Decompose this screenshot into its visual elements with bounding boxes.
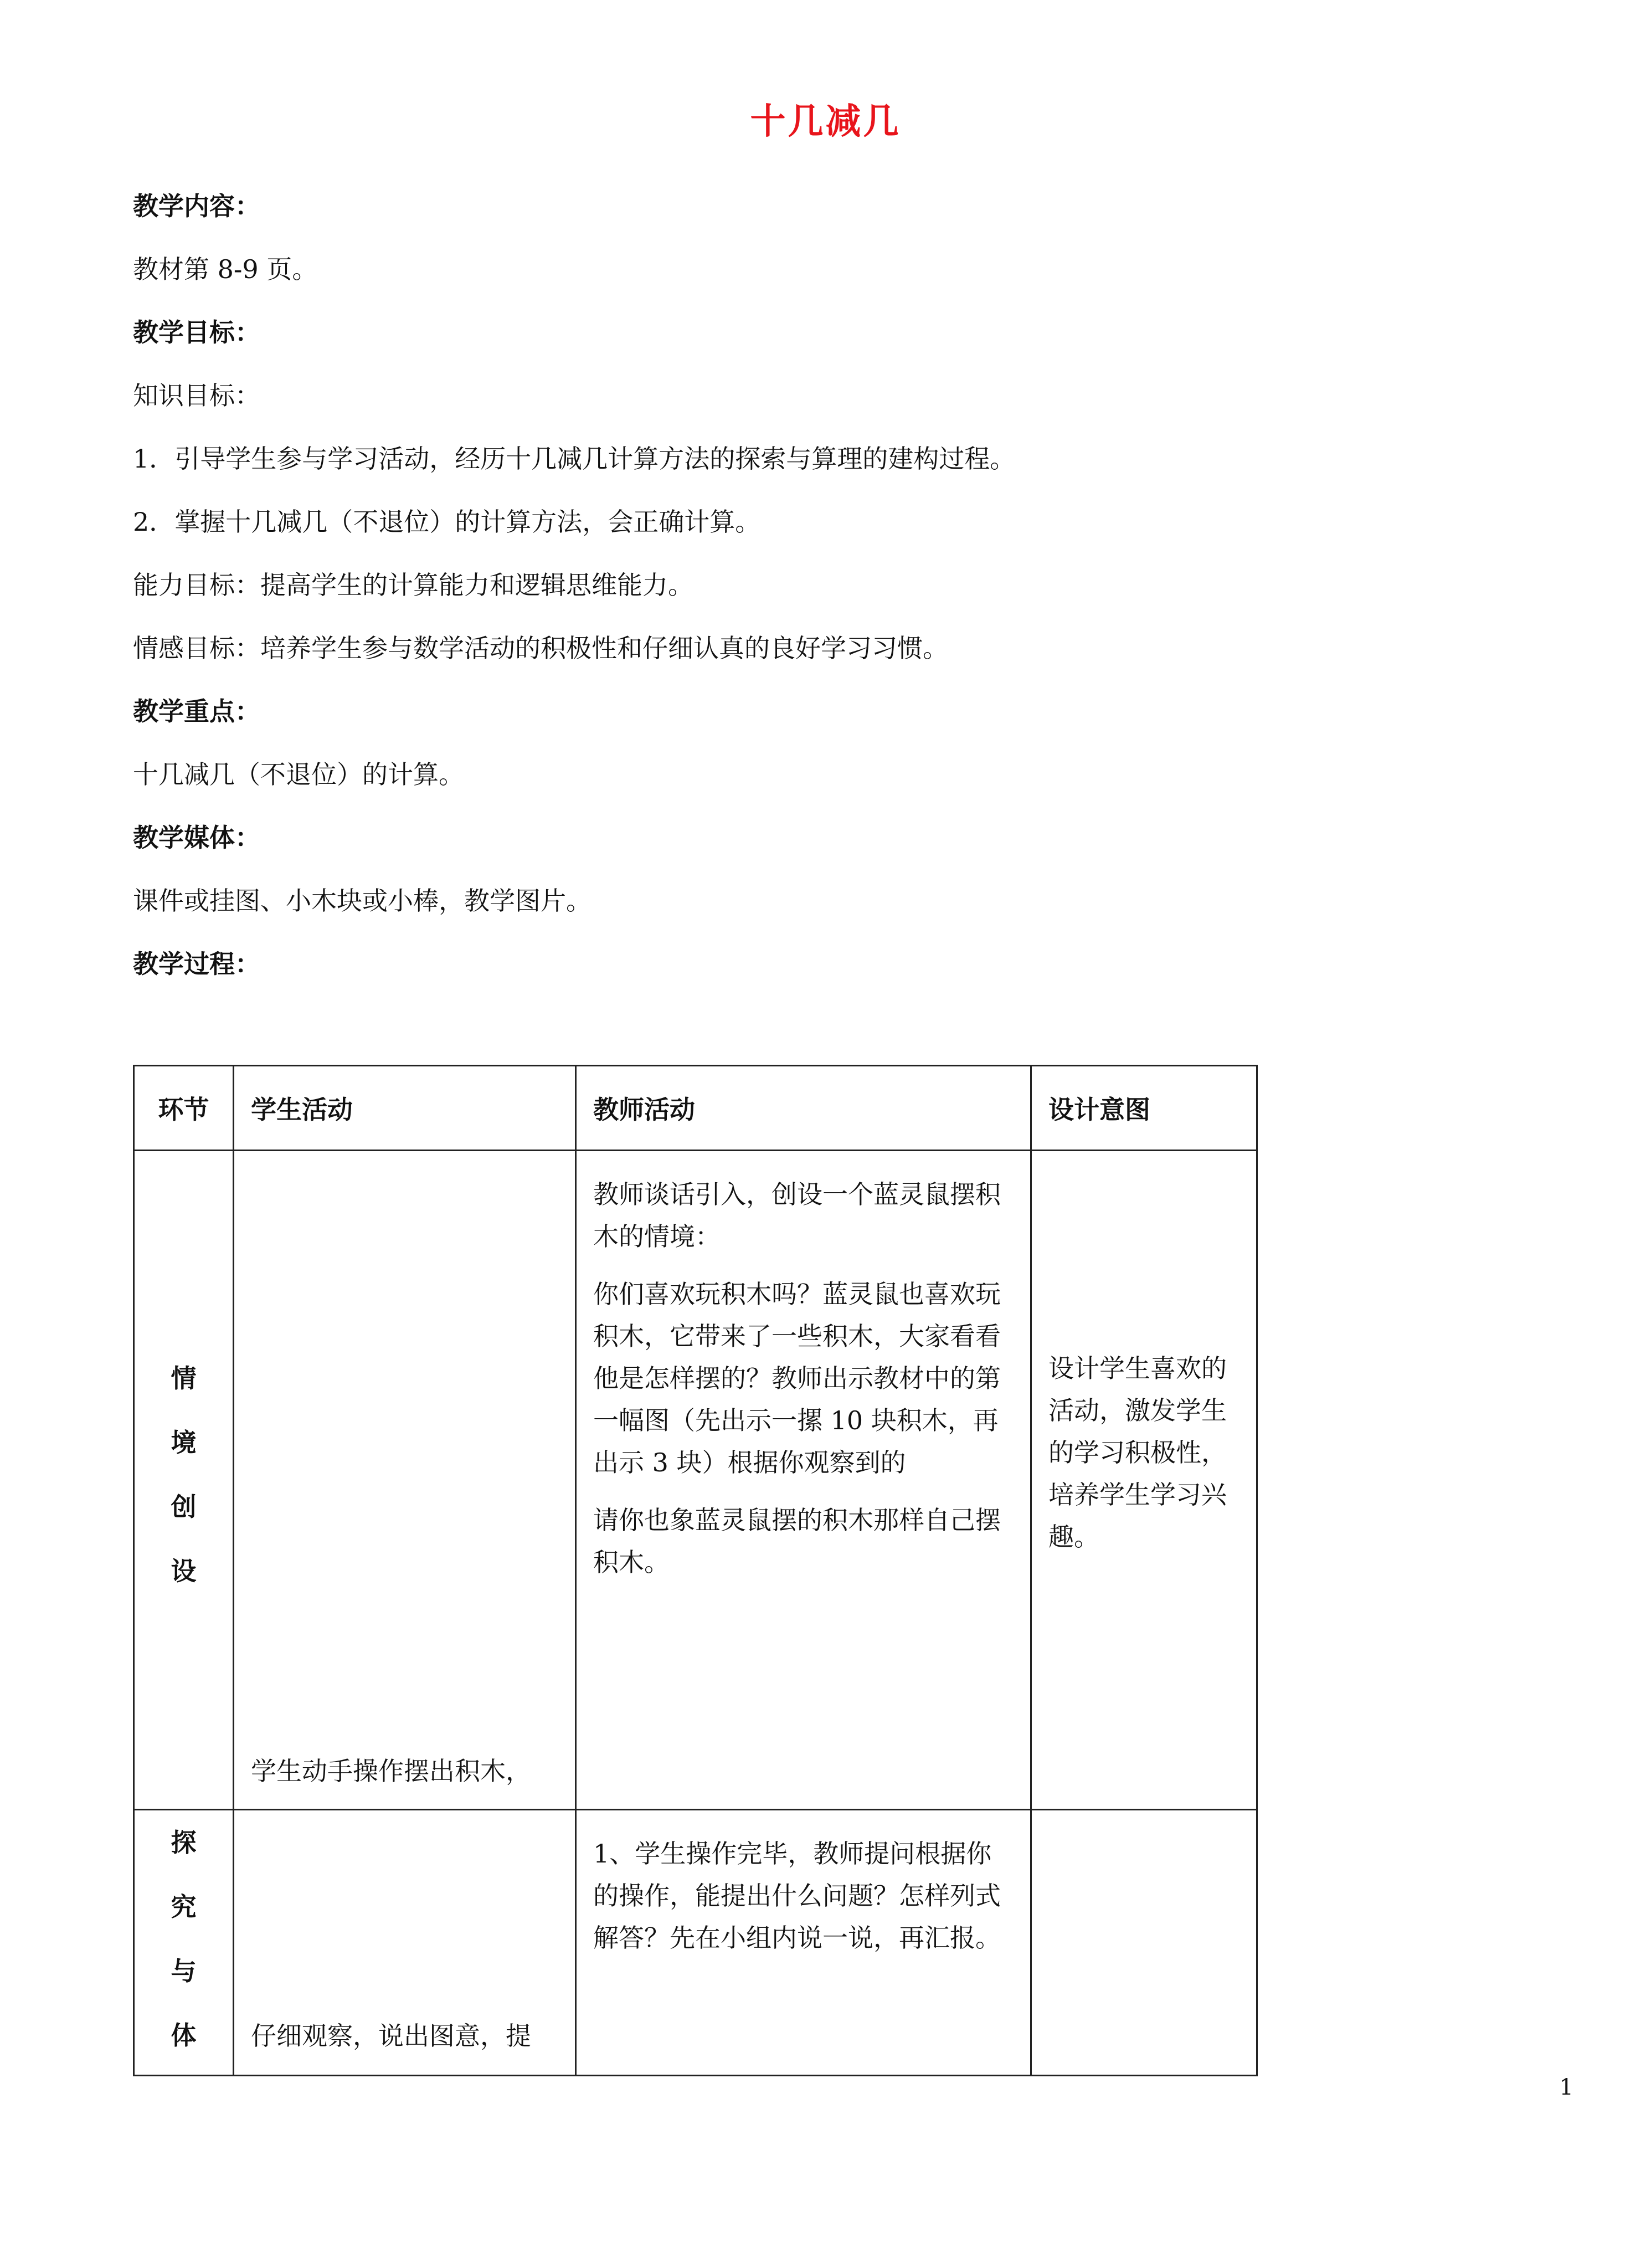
stage-char: 究	[171, 1892, 197, 1922]
header-teacher-activity: 教师活动	[576, 1066, 1031, 1151]
goals-heading: 教学目标：	[133, 317, 260, 347]
design-intent-text: 设计学生喜欢的活动，激发学生的学习积极性，培养学生学习兴趣。	[1048, 1353, 1227, 1552]
header-stage: 环节	[134, 1066, 234, 1151]
table-header-row	[134, 1066, 1257, 1151]
stage-char: 与	[171, 1956, 197, 1986]
stage-label	[135, 1810, 233, 2067]
page-number: 1	[1559, 2075, 1573, 2100]
key-text: 十几减几（不退位）的计算。	[133, 760, 464, 789]
stage-char: 探	[171, 1828, 197, 1857]
media-text: 课件或挂图、小木块或小棒，教学图片。	[133, 886, 592, 916]
key-heading: 教学重点：	[133, 696, 260, 726]
media-heading: 教学媒体：	[133, 823, 260, 853]
table-row	[134, 1810, 1257, 2076]
stage-char: 境	[171, 1427, 197, 1458]
goal-item-2: 2．掌握十几减几（不退位）的计算方法，会正确计算。	[133, 507, 761, 537]
teacher-activity-cell	[576, 1151, 1031, 1810]
design-intent-cell	[1031, 1151, 1257, 1810]
teacher-activity-cell	[576, 1810, 1031, 2076]
teacher-activity-paragraph: 请你也象蓝灵鼠摆的积木那样自己摆积木。	[593, 1505, 1001, 1577]
stage-char: 设	[171, 1556, 197, 1586]
student-activity-cell	[234, 1151, 576, 1810]
goal-item-1: 1．引导学生参与学习活动，经历十几减几计算方法的探索与算理的建构过程。	[133, 444, 1016, 474]
design-intent-cell	[1031, 1810, 1257, 2076]
student-activity-cell	[234, 1810, 576, 2076]
knowledge-goal-label: 知识目标：	[133, 381, 260, 411]
table-row	[134, 1151, 1257, 1810]
document-title: 十几减几	[750, 101, 901, 142]
ability-goal: 能力目标：提高学生的计算能力和逻辑思维能力。	[133, 570, 693, 600]
student-activity-text: 学生动手操作摆出积木，	[251, 1756, 531, 1786]
teacher-activity-paragraph: 1、学生操作完毕，教师提问根据你的操作，能提出什么问题？怎样列式解答？先在小组内说一说，再汇报。	[593, 1839, 1001, 1953]
header-student-activity: 学生活动	[234, 1066, 576, 1151]
content-text: 教材第 8-9 页。	[133, 254, 318, 284]
stage-label	[135, 1346, 233, 1603]
teacher-activity-paragraph: 教师谈话引入，创设一个蓝灵鼠摆积木的情境：	[593, 1179, 1001, 1251]
teaching-process-table	[133, 1065, 1258, 2076]
header-design-intent: 设计意图	[1031, 1066, 1257, 1151]
process-heading: 教学过程：	[133, 949, 260, 979]
student-activity-text: 仔细观察，说出图意，提	[251, 2021, 531, 2051]
stage-char: 情	[171, 1363, 197, 1393]
teacher-activity-paragraph: 你们喜欢玩积木吗？蓝灵鼠也喜欢玩积木，它带来了一些积木，大家看看他是怎样摆的？教师出示教材中的第一幅图（先出示一摞 10 块积木，再出示 3 块）根据你观察到的	[593, 1279, 1001, 1477]
design-intent-text	[1032, 1810, 1256, 1849]
content-heading: 教学内容：	[133, 191, 260, 221]
stage-char: 体	[171, 2020, 197, 2050]
stage-char: 创	[171, 1491, 197, 1522]
stage-cell	[134, 1151, 234, 1810]
stage-cell	[134, 1810, 234, 2076]
emotion-goal: 情感目标：培养学生参与数学活动的积极性和仔细认真的良好学习习惯。	[133, 633, 948, 663]
